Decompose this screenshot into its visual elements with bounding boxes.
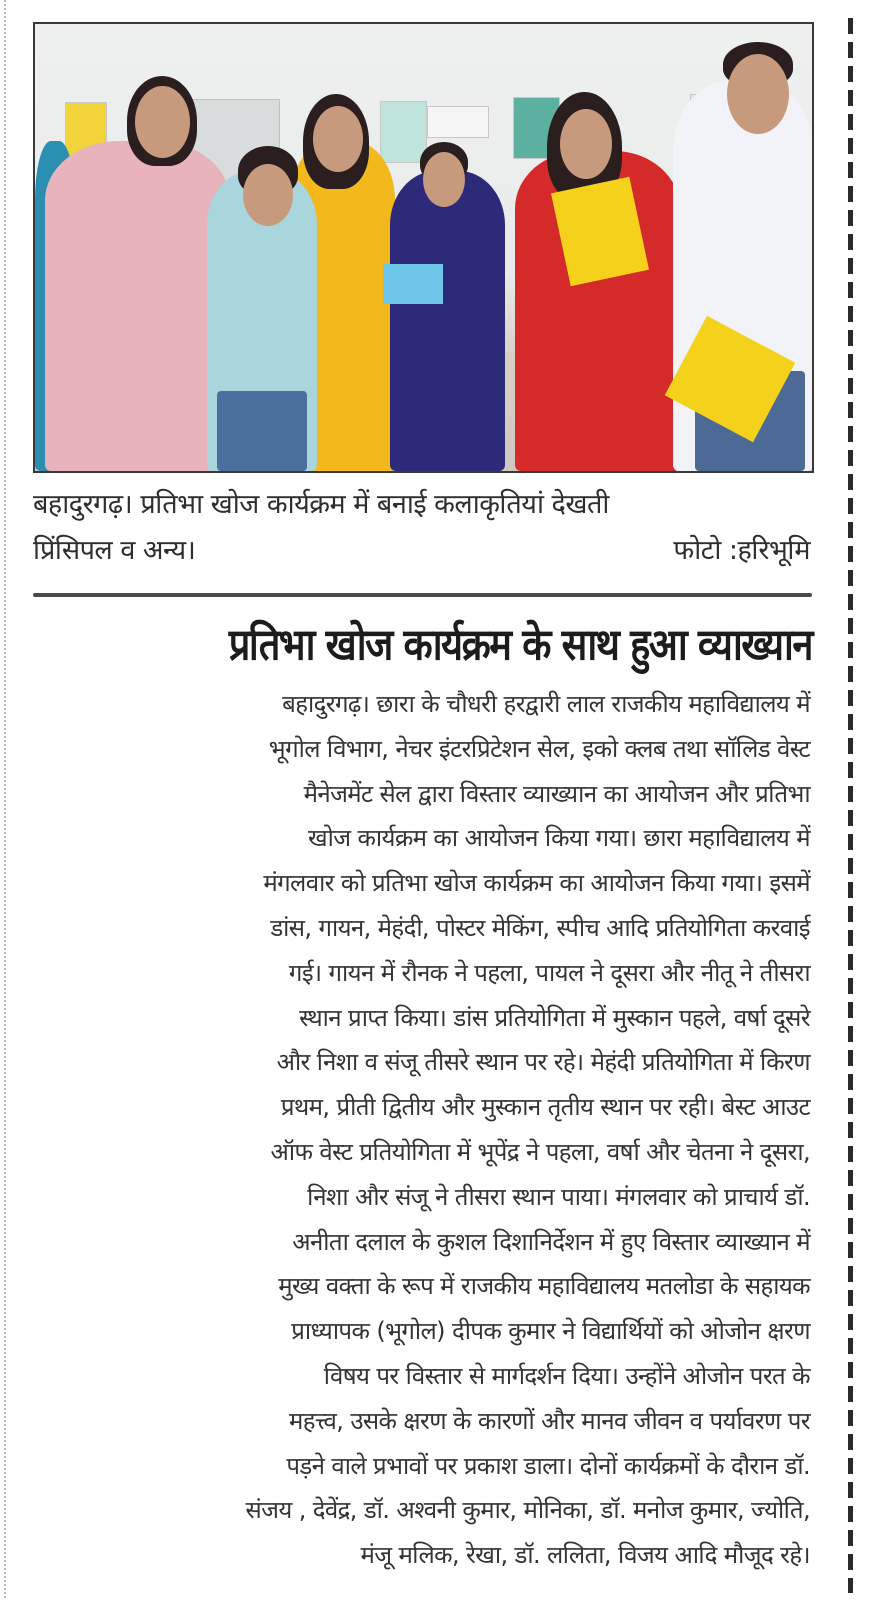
wall-sign xyxy=(427,106,489,138)
caption-line: बहादुरगढ़। प्रतिभा खोज कार्यक्रम में बनाई कलाकृतियां देखती xyxy=(33,489,609,520)
body-line: निशा और संजू ने तीसरा स्थान पाया। मंगलवार को प्राचार्य डॉ. xyxy=(307,1182,810,1211)
body-line: गई। गायन में रौनक ने पहला, पायल ने दूसरा और नीतू ने तीसरा xyxy=(288,958,810,987)
person-woman-pink xyxy=(45,141,230,471)
face xyxy=(243,164,293,226)
body-line: मैनेजमेंट सेल द्वारा विस्तार व्याख्यान का आयोजन और प्रतिभा xyxy=(303,779,810,808)
body-line: पड़ने वाले प्रभावों पर प्रकाश डाला। दोनों कार्यक्रमों के दौरान डॉ. xyxy=(286,1451,810,1480)
body-line: प्राध्यापक (भूगोल) दीपक कुमार ने विद्यार्थियों को ओजोन क्षरण xyxy=(291,1317,810,1346)
article-headline: प्रतिभा खोज कार्यक्रम के साथ हुआ व्याख्यान xyxy=(228,619,812,670)
body-line: संजय , देवेंद्र, डॉ. अश्वनी कुमार, मोनिका, डॉ. मनोज कुमार, ज्योति, xyxy=(245,1496,810,1525)
artwork-held xyxy=(383,264,443,304)
section-divider xyxy=(33,593,812,597)
news-photo xyxy=(33,22,814,473)
wall-poster-teal xyxy=(380,101,427,163)
body-line: डांस, गायन, मेहंदी, पोस्टर मेकिंग, स्पीच आदि प्रतियोगिता करवाई xyxy=(270,913,810,942)
face xyxy=(727,54,789,134)
body-line: मंजू मलिक, रेखा, डॉ. ललिता, विजय आदि मौजूद रहे। xyxy=(360,1541,810,1570)
body-line: मंगलवार को प्रतिभा खोज कार्यक्रम का आयोजन किया गया। इसमें xyxy=(263,869,810,898)
right-column-dashed-rule xyxy=(848,18,853,1593)
jeans xyxy=(217,391,307,471)
photo-caption xyxy=(33,482,812,574)
article-body xyxy=(40,682,810,1578)
body-line: बहादुरगढ़। छारा के चौधरी हरद्वारी लाल राजकीय महाविद्यालय में xyxy=(282,690,810,718)
body-line: स्थान प्राप्त किया। डांस प्रतियोगिता में मुस्कान पहले, वर्षा दूसरे xyxy=(299,1003,810,1032)
body-line: ऑफ वेस्ट प्रतियोगिता में भूपेंद्र ने पहला, वर्षा और चेतना ने दूसरा, xyxy=(270,1137,810,1166)
left-column-dotted-rule xyxy=(4,0,6,1600)
body-line: महत्त्व, उसके क्षरण के कारणों और मानव जीवन व पर्यावरण पर xyxy=(288,1406,810,1435)
body-line: विषय पर विस्तार से मार्गदर्शन दिया। उन्होंने ओजोन परत के xyxy=(323,1361,810,1390)
body-line: और निशा व संजू तीसरे स्थान पर रहे। मेहंदी प्रतियोगिता में किरण xyxy=(276,1048,810,1077)
person-girl-navy xyxy=(390,171,505,471)
face xyxy=(560,109,612,179)
body-line: अनीता दलाल के कुशल दिशानिर्देशन में हुए विस्तार व्याख्यान में xyxy=(292,1227,810,1256)
caption-line: प्रिंसिपल व अन्य। xyxy=(33,535,196,566)
photo-credit: फोटो :हरिभूमि xyxy=(673,535,810,566)
body-line: भूगोल विभाग, नेचर इंटरप्रिटेशन सेल, इको क्लब तथा सॉलिड वेस्ट xyxy=(268,734,810,763)
body-line: प्रथम, प्रीती द्वितीय और मुस्कान तृतीय स्थान पर रही। बेस्ट आउट xyxy=(280,1093,810,1122)
body-line: खोज कार्यक्रम का आयोजन किया गया। छारा महाविद्यालय में xyxy=(307,824,810,853)
face xyxy=(313,106,363,172)
face xyxy=(423,152,465,207)
face xyxy=(135,86,190,158)
body-line: मुख्य वक्ता के रूप में राजकीय महाविद्यालय मतलोडा के सहायक xyxy=(278,1272,810,1301)
